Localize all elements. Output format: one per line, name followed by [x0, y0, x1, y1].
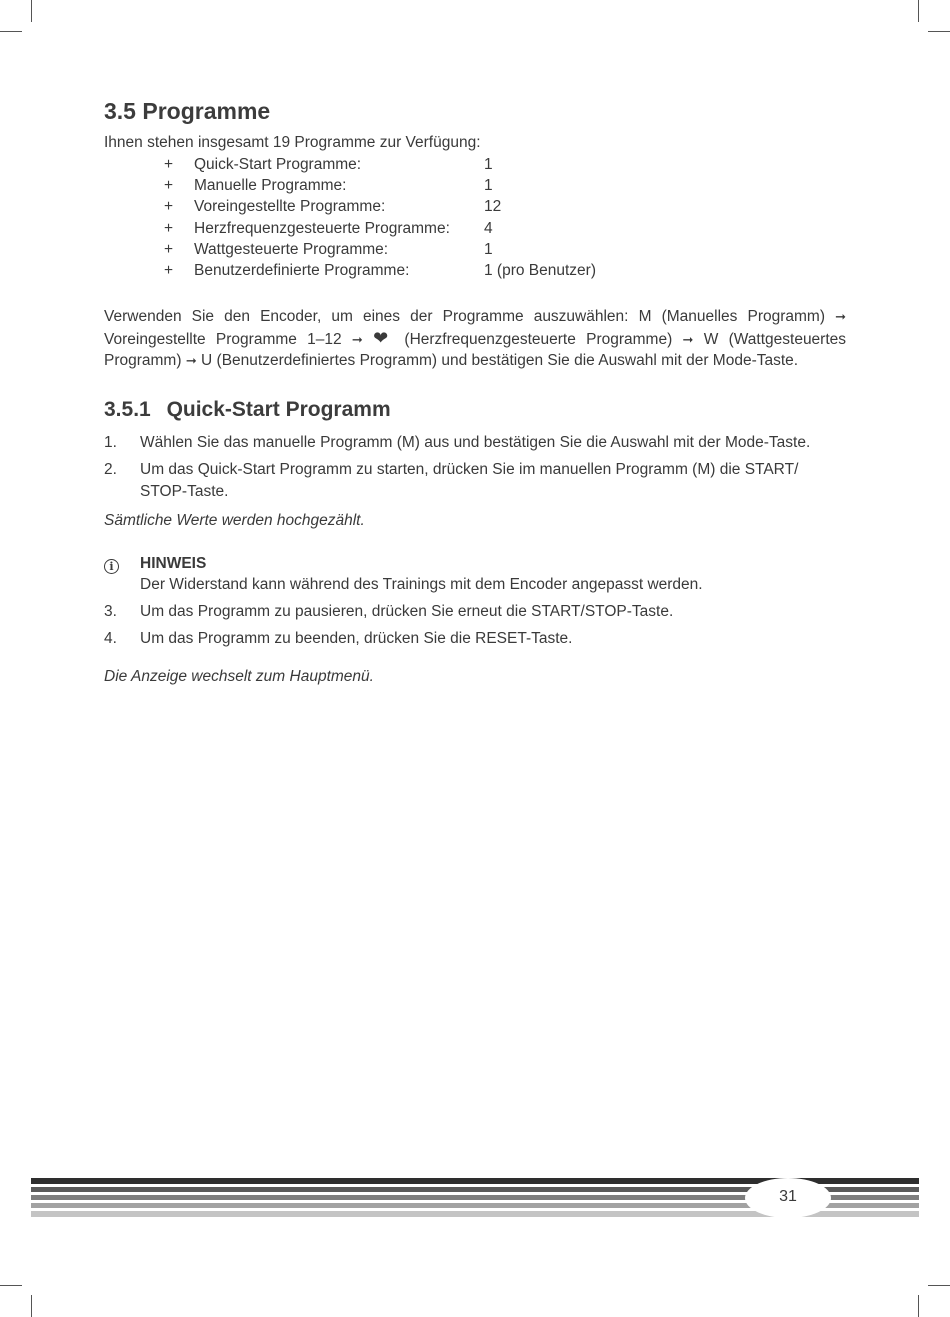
- step-text: Um das Programm zu pausieren, drücken Sie erneut die START/STOP-Taste.: [140, 602, 674, 620]
- bullet: +: [164, 240, 174, 258]
- steps-list: [104, 601, 846, 650]
- list-item: [104, 459, 846, 502]
- paragraph-text: U (Benutzerdefiniertes Programm) und bestätigen Sie die Auswahl mit der Mode-Taste.: [201, 351, 799, 369]
- step-result: Sämtliche Werte werden hochgezählt.: [104, 512, 365, 529]
- crop-mark: [31, 0, 32, 22]
- note-icon-wrap: [104, 553, 140, 596]
- paragraph-text: W (Wattgesteuertes Programm): [104, 330, 847, 369]
- crop-mark: [928, 31, 950, 32]
- program-name: Manuelle Programme:: [194, 177, 347, 195]
- steps-list: [104, 432, 846, 502]
- program-name: Quick-Start Programme:: [194, 156, 362, 173]
- program-name: Benutzerdefinierte Programme:: [194, 262, 410, 280]
- program-list: [104, 154, 846, 281]
- crop-mark: [0, 31, 22, 32]
- paragraph-text: Voreingestellte Programme 1–12: [104, 330, 342, 348]
- program-count: 4: [484, 219, 493, 237]
- bullet: +: [164, 177, 174, 195]
- step-number: 4.: [104, 629, 117, 647]
- list-item: [104, 154, 846, 175]
- program-name: Herzfrequenzgesteuerte Programme:: [194, 219, 450, 237]
- step-number: 2.: [104, 461, 117, 479]
- section-heading: [104, 96, 846, 126]
- info-icon: i: [104, 559, 119, 574]
- program-count: 1: [484, 156, 493, 173]
- arrow-right-icon: ➞: [835, 309, 846, 325]
- subsection-number: 3.5.1: [104, 398, 151, 422]
- note-title: HINWEIS: [140, 555, 207, 572]
- crop-mark: [31, 1295, 32, 1317]
- step-number: 1.: [104, 434, 117, 452]
- arrow-right-icon: ➞: [185, 352, 197, 368]
- step-result: Die Anzeige wechselt zum Hauptmenü.: [104, 668, 374, 686]
- bullet: +: [164, 156, 174, 173]
- program-name: Voreingestellte Programme:: [194, 198, 386, 216]
- crop-mark: [918, 0, 919, 22]
- subsection-heading: [104, 396, 846, 424]
- program-count: 12: [484, 198, 502, 216]
- program-count: 1: [484, 177, 493, 195]
- crop-mark: [928, 1285, 950, 1286]
- note-box: [104, 553, 846, 596]
- bullet: +: [164, 219, 174, 237]
- bullet: +: [164, 198, 174, 216]
- list-item: [104, 260, 846, 281]
- program-selection-paragraph: [104, 306, 846, 371]
- page-content: [104, 96, 846, 687]
- list-item: [104, 218, 846, 239]
- bullet: +: [164, 262, 174, 280]
- list-item: [104, 628, 846, 649]
- section-number: 3.5: [104, 98, 136, 124]
- note-text: Der Widerstand kann während des Trainings mit dem Encoder angepasst werden.: [140, 576, 703, 594]
- step-number: 3.: [104, 602, 117, 620]
- paragraph-text: (Herzfrequenzgesteuerte Programme): [404, 330, 673, 348]
- step-text: Wählen Sie das manuelle Programm (M) aus und bestätigen Sie die Auswahl mit der Mode-Taste.: [140, 434, 811, 452]
- note-body: [140, 553, 703, 596]
- step-text: Um das Programm zu beenden, drücken Sie die RESET-Taste.: [140, 629, 573, 647]
- step-text: Um das Quick-Start Programm zu starten, drücken Sie im manuellen Programm (M) die START/ STOP-Taste.: [140, 461, 799, 500]
- arrow-right-icon: ➞: [682, 331, 694, 347]
- crop-mark: [0, 1285, 22, 1286]
- arrow-right-icon: ➞: [351, 331, 363, 347]
- list-item: [104, 196, 846, 217]
- list-item: [104, 601, 846, 622]
- list-item: [104, 239, 846, 260]
- list-item: [104, 432, 846, 453]
- page-number: 31: [779, 1188, 797, 1205]
- heart-icon: ❤: [373, 327, 395, 348]
- list-item: [104, 175, 846, 196]
- crop-mark: [918, 1295, 919, 1317]
- section-title: Programme: [142, 98, 271, 124]
- section-intro: Ihnen stehen insgesamt 19 Programme zur Verfügung:: [104, 134, 481, 151]
- program-name: Wattgesteuerte Programme:: [194, 240, 389, 258]
- program-count: 1: [484, 240, 493, 258]
- paragraph-text: Verwenden Sie den Encoder, um eines der Programme auszuwählen: M (Manuelles Programm): [104, 308, 825, 326]
- program-count: 1 (pro Benutzer): [484, 262, 596, 280]
- subsection-title: Quick-Start Programm: [166, 398, 391, 422]
